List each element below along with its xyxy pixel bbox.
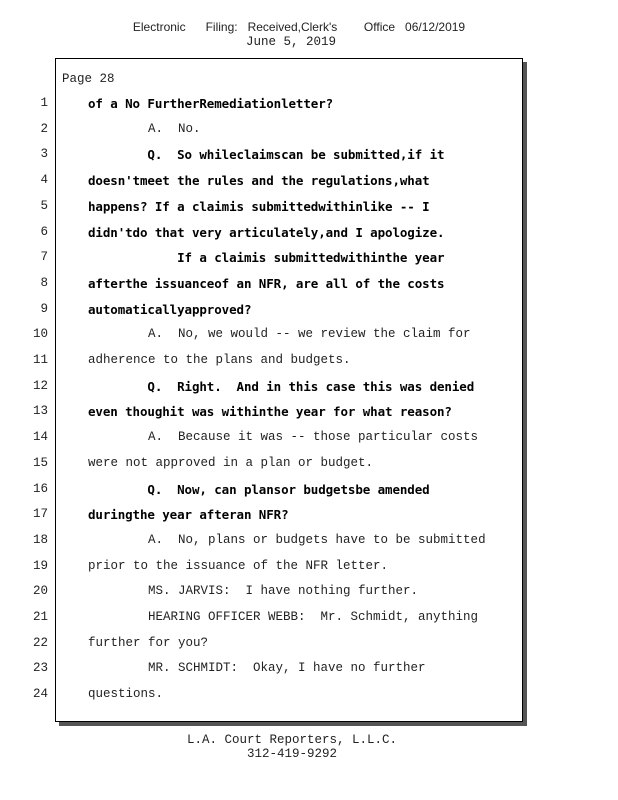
transcript-line-text: duringthe year afteran NFR? bbox=[88, 507, 289, 523]
line-number: 3 bbox=[40, 147, 48, 162]
line-number: 12 bbox=[32, 378, 48, 393]
line-number: 18 bbox=[32, 532, 48, 547]
transcript-line-text: automaticallyapproved? bbox=[88, 301, 252, 317]
line-number: 16 bbox=[32, 481, 48, 496]
transcript-line-text: MR. SCHMIDT: Okay, I have no further bbox=[88, 661, 426, 676]
line-number: 10 bbox=[32, 327, 48, 342]
line-number: 23 bbox=[32, 661, 48, 676]
reporter-company: L.A. Court Reporters, L.L.C. bbox=[186, 733, 398, 747]
line-number: 4 bbox=[40, 173, 48, 188]
transcript-line-text: prior to the issuance of the NFR letter. bbox=[88, 558, 389, 573]
transcript-line-text: were not approved in a plan or budget. bbox=[88, 455, 374, 470]
transcript-line-text: Q. Now, can plansor budgetsbe amended bbox=[88, 481, 430, 497]
line-number: 6 bbox=[40, 224, 48, 239]
transcript-date: June 5, 2019 bbox=[245, 35, 336, 49]
transcript-line-text: questions. bbox=[88, 687, 164, 702]
transcript-line-text: MS. JARVIS: I have nothing further. bbox=[88, 584, 419, 599]
transcript-line-text: A. No, we would -- we review the claim for bbox=[88, 327, 471, 342]
line-number: 22 bbox=[32, 635, 48, 650]
line-number: 9 bbox=[40, 301, 48, 316]
line-number: 24 bbox=[32, 687, 48, 702]
transcript-line-text: A. Because it was -- those particular costs bbox=[88, 430, 479, 445]
transcript-line-text: A. No. bbox=[88, 121, 201, 136]
filing-stamp: Electronic Filing: Received,Clerk's Office 06/12/2019 bbox=[132, 20, 466, 34]
line-number: 1 bbox=[40, 96, 48, 110]
transcript-line-text: adherence to the plans and budgets. bbox=[88, 353, 351, 367]
transcript-line-text: A. No, plans or budgets have to be submitted bbox=[88, 532, 486, 547]
transcript-line-text: further for you? bbox=[88, 635, 209, 650]
transcript-line-text: HEARING OFFICER WEBB: Mr. Schmidt, anything bbox=[88, 610, 479, 624]
transcript-line-text: even thoughit was withinthe year for what reason? bbox=[88, 404, 452, 420]
line-number: 14 bbox=[32, 430, 48, 445]
line-number: 8 bbox=[40, 275, 48, 290]
transcript-line-text: Q. Right. And in this case this was denied bbox=[88, 378, 475, 394]
transcript-line-text: of a No FurtherRemediationletter? bbox=[88, 96, 334, 111]
transcript-line-text: Q. So whileclaimscan be submitted,if it bbox=[88, 147, 445, 163]
line-number: 7 bbox=[40, 250, 48, 265]
line-number: 11 bbox=[32, 353, 48, 367]
line-number: 17 bbox=[32, 507, 48, 522]
line-number: 19 bbox=[32, 558, 48, 573]
line-number: 15 bbox=[32, 455, 48, 470]
line-number: 20 bbox=[32, 584, 48, 599]
transcript-line-text: doesn'tmeet the rules and the regulations,what bbox=[88, 173, 430, 189]
line-number: 2 bbox=[40, 121, 48, 136]
transcript-line-text: If a claimis submittedwithinthe year bbox=[88, 250, 445, 266]
transcript-line-text: happens? If a claimis submittedwithinlike -- I bbox=[88, 198, 430, 214]
line-number: 13 bbox=[32, 404, 48, 419]
line-number: 5 bbox=[40, 198, 48, 213]
line-number: 21 bbox=[32, 610, 48, 624]
page-number-label: Page 28 bbox=[62, 72, 115, 86]
reporter-phone: 312-419-9292 bbox=[246, 747, 337, 761]
transcript-line-text: didn'tdo that very articulately,and I apologize. bbox=[88, 224, 445, 240]
transcript-line-text: afterthe issuanceof an NFR, are all of the costs bbox=[88, 275, 445, 291]
